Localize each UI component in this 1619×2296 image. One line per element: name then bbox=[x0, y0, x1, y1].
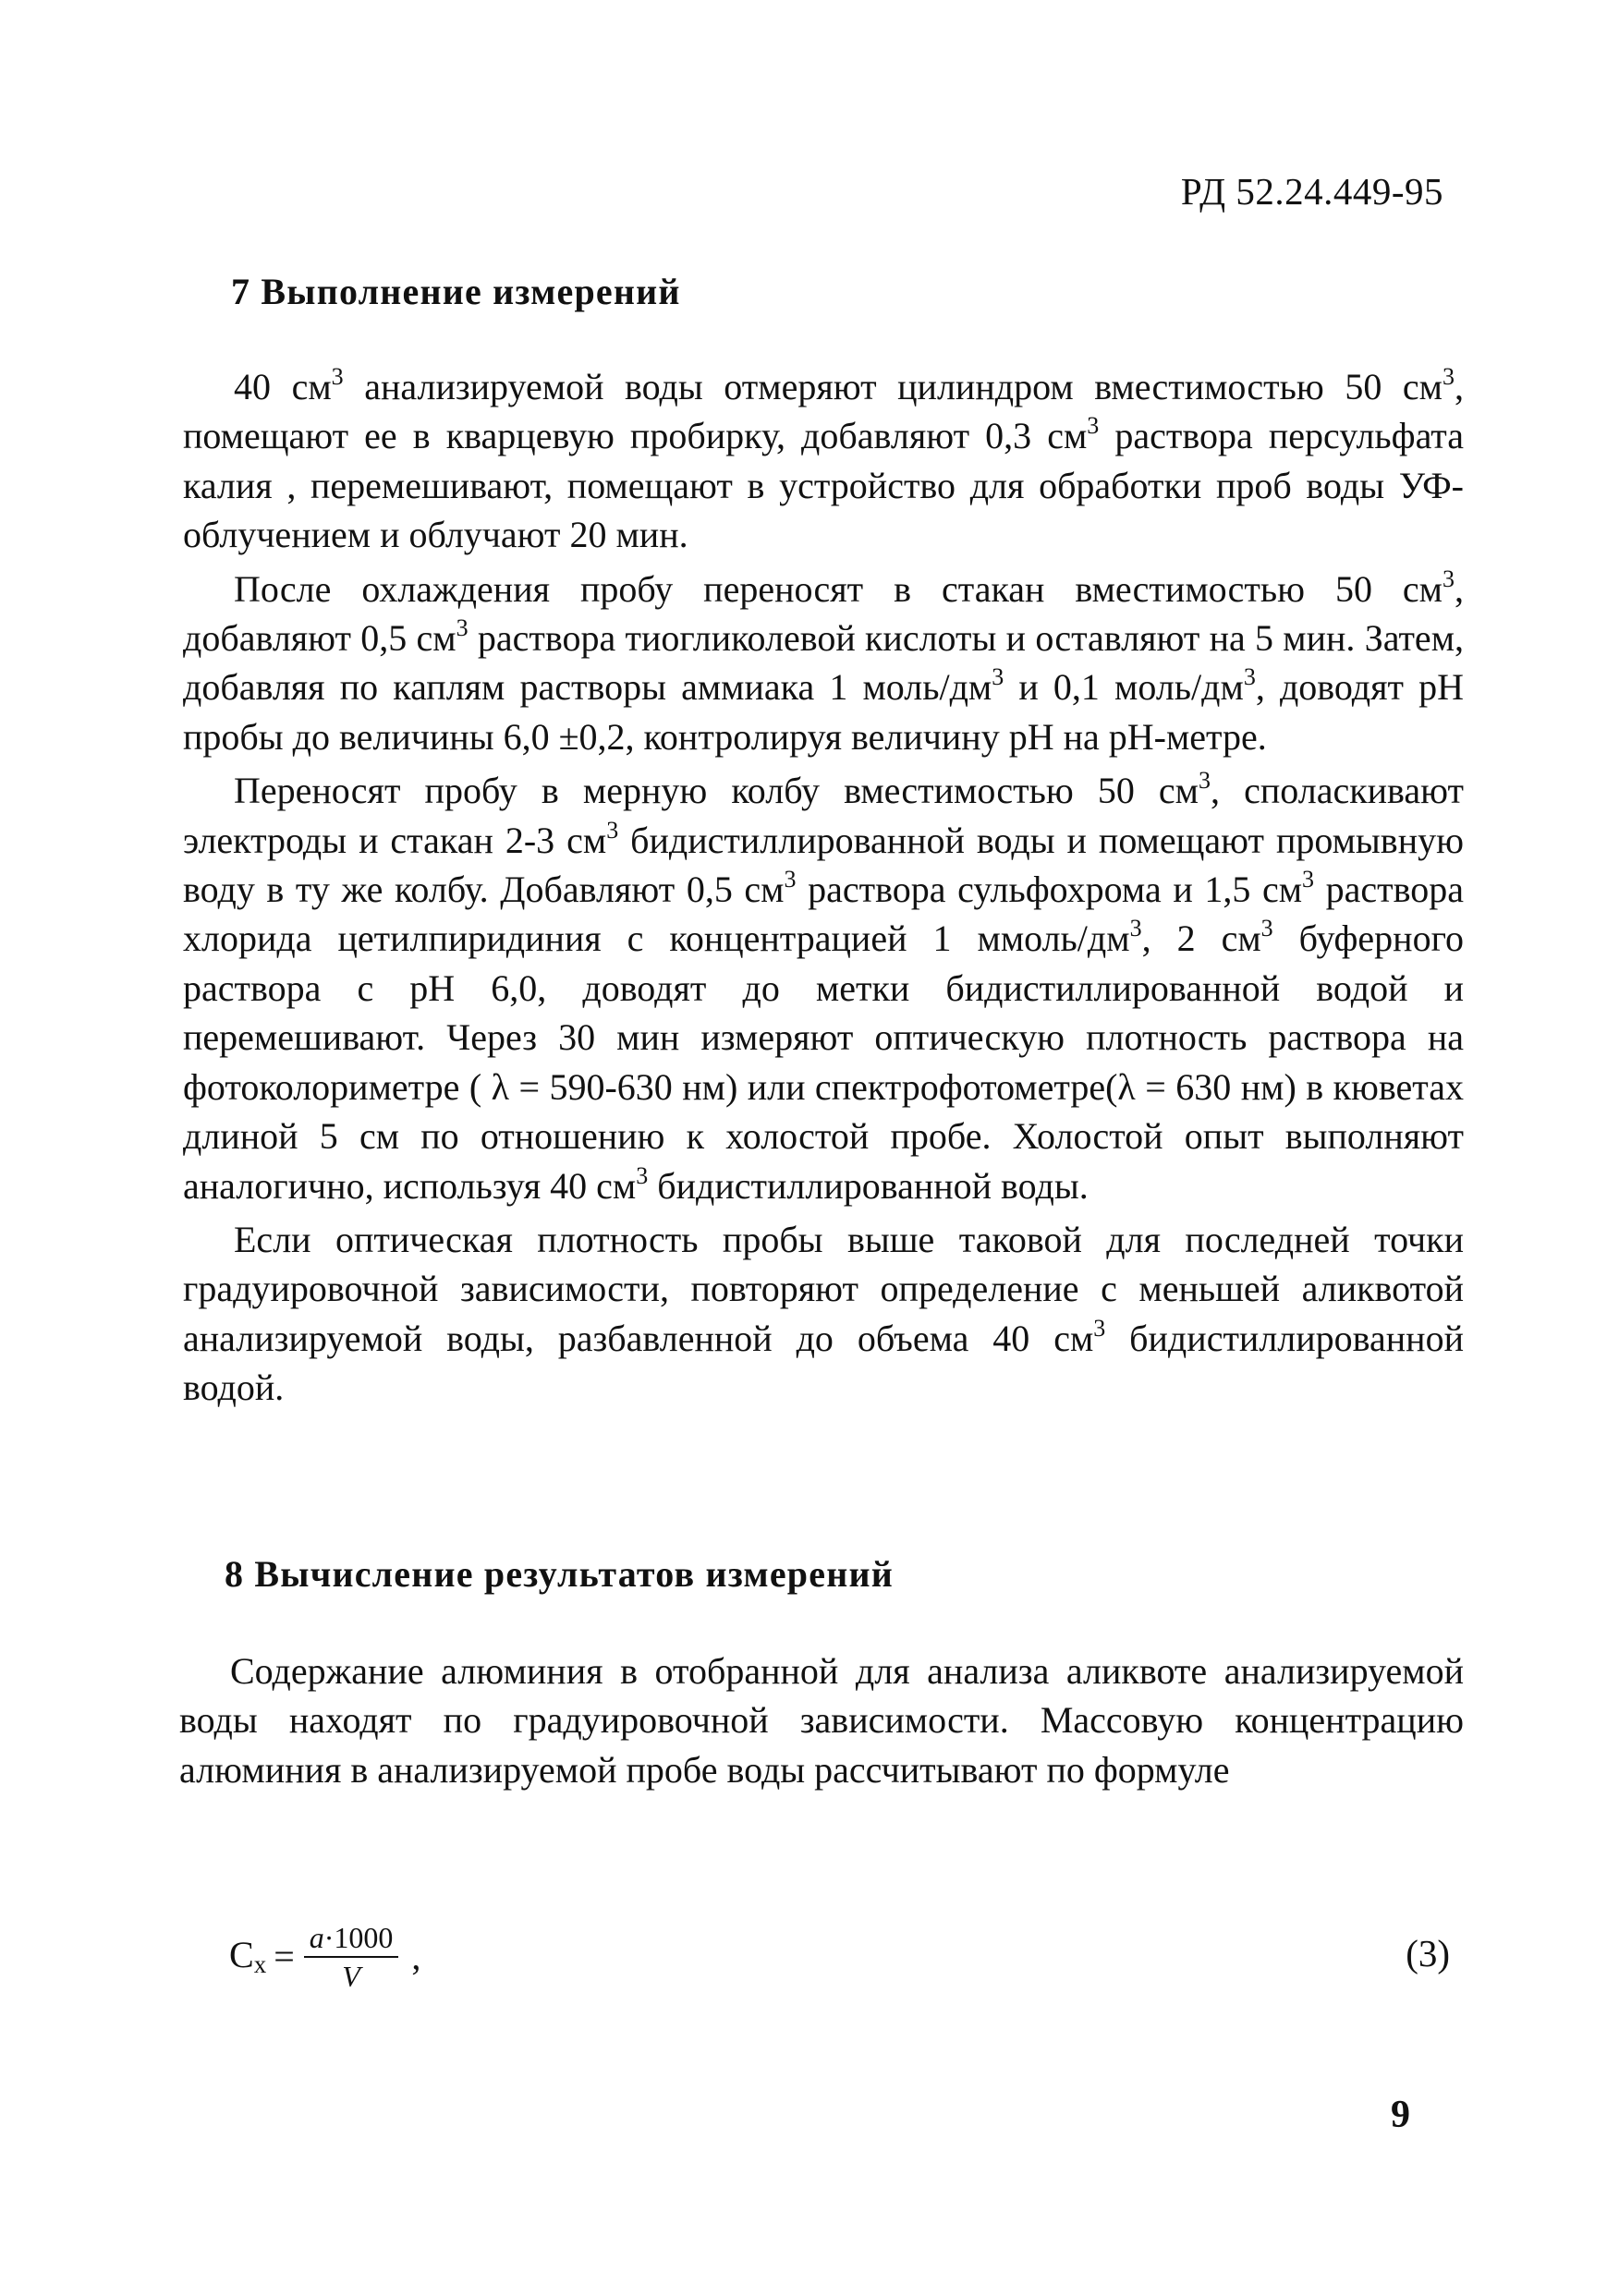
section-7-paragraph-3: Переносят пробу в мерную колбу вместимостью 50 $см^3$, споласкивают электроды и стакан 2-3 $см^3$ бидистиллированной воды и помещают промывную воду в ту же колбу. Добавляют 0,5 $см^3$ раствора сульфохрома и 1,5 $см^3$ раствора хлорида цетилпиридиния с концентрацией 1 ммоль/$дм^3$, 2 $см^3$ буферного раствора с pH 6,0, доводят до метки бидистиллированной водой и перемешивают. Через 30 мин измеряют оптическую плотность раствора на фотоколориметре ( λ = 590-630 нм) или спектрофотометре(λ = 630 нм) в кюветах длиной 5 см по отношению к холостой пробе. Холостой опыт выполняют аналогично, используя 40 $см^3$ бидистиллированной воды. bbox=[183, 767, 1465, 1207]
section-7-paragraph-4: Если оптическая плотность пробы выше таковой для последней точки градуировочной зависимости, повторяют определение с меньшей аликвотой анализируемой воды, разбавленной до объема 40 $см^3$ бидистиллированной водой. bbox=[183, 1218, 1464, 1409]
formula-numerator: a·1000 bbox=[304, 1921, 399, 1958]
formula-equals: = bbox=[274, 1935, 295, 1977]
section-7-heading: 7 Выполнение измерений bbox=[231, 271, 681, 312]
section-8-paragraph-1: Содержание алюминия в отобранной для анализа аликвоте анализируемой воды находят по градуировочной зависимости. Массовую концентрацию алюминия в анализируемой пробе воды рассчитывают по формуле bbox=[179, 1650, 1464, 1791]
section-7-paragraph-1: 40 $см^3$ анализируемой воды отмеряют цилиндром вместимостью 50 $см^3$, помещают ее в кварцевую пробирку, добавляют 0,3 $см^3$ раствора персульфата калия , перемешивают, помещают в устройство для обработки проб воды УФ-облучением и облучают 20 мин. bbox=[183, 362, 1465, 556]
section-8-body bbox=[179, 1646, 1464, 1794]
formula-fraction bbox=[304, 1921, 399, 1993]
section-7-body bbox=[183, 362, 1464, 1413]
formula-number: (3) bbox=[1406, 1932, 1450, 1974]
document-code: РД 52.24.449-95 bbox=[1180, 170, 1443, 213]
formula-denominator: V bbox=[342, 1960, 360, 1993]
formula-comma: , bbox=[411, 1935, 421, 1977]
formula-3 bbox=[183, 1905, 1464, 2007]
formula-expression bbox=[229, 1905, 420, 2007]
formula-lhs: $C_x$ bbox=[229, 1934, 267, 1978]
section-7-paragraph-2: После охлаждения пробу переносят в стакан вместимостью 50 $см^3$, добавляют 0,5 $см^3$ раствора тиогликолевой кислоты и оставляют на 5 мин. Затем, добавляя по каплям растворы аммиака 1 моль/$дм^3$ и 0,1 моль/$дм^3$, доводят pH пробы до величины 6,0 ±0,2, контролируя величину pH на pH-метре. bbox=[183, 565, 1464, 758]
section-8-heading: 8 Вычисление результатов измерений bbox=[225, 1553, 894, 1595]
page-number: 9 bbox=[1391, 2094, 1410, 2136]
